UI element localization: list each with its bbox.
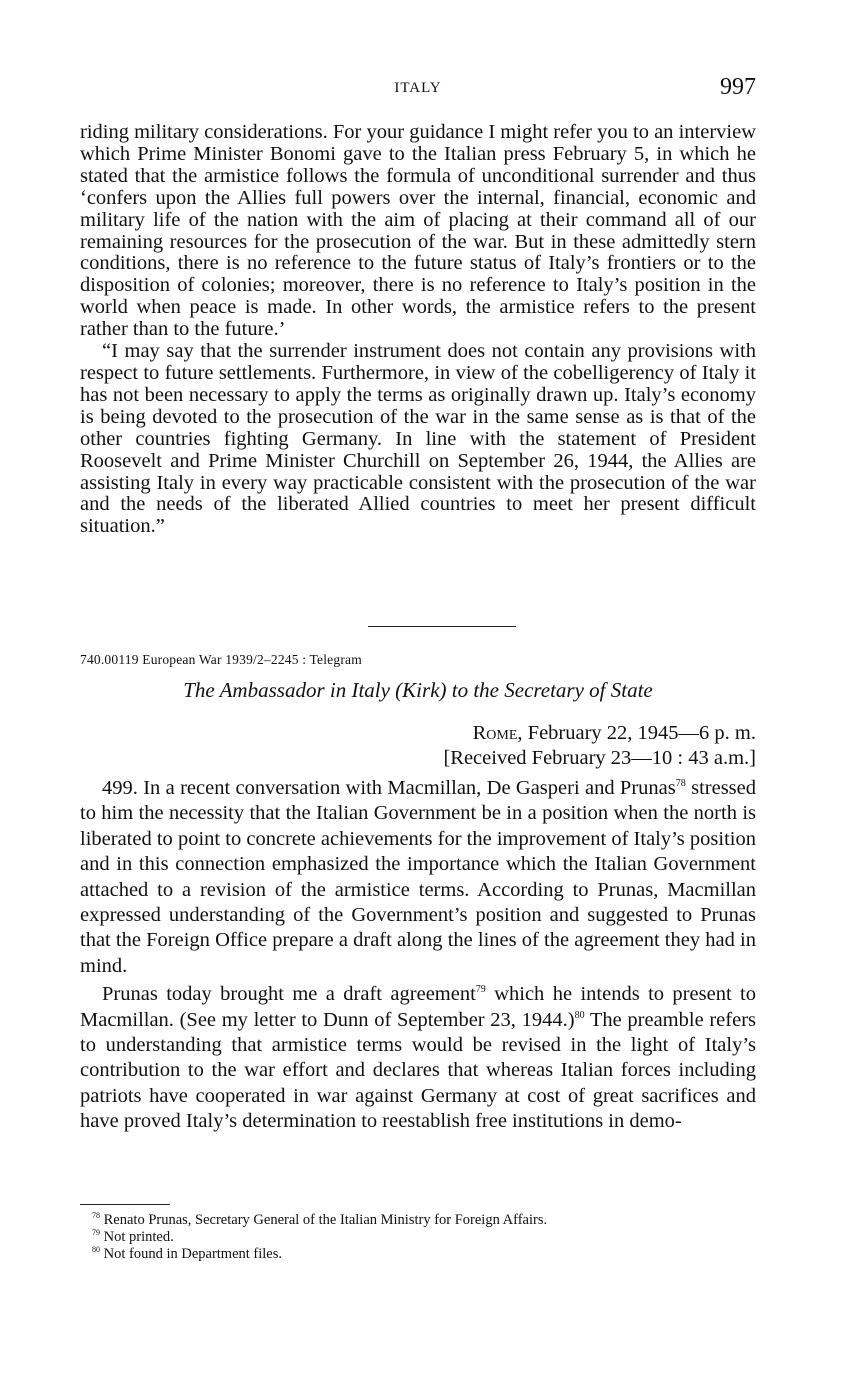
footnote-mark: 78 <box>92 1211 100 1220</box>
telegram-paragraph-2-c: The preamble refers to understanding that armistice terms would be revised in the light of Italy’s contribution to the war effort and declares that whereas Italian forces including patriots have cooperated in war against Germany at cost of great sacrifices and have proved Italy’s determination to reestablish free institutions in demo- <box>80 1008 757 1133</box>
dateline-received: [Received February 23—10 : 43 a.m.] <box>443 747 756 769</box>
telegram-paragraph-1-start: 499. In a recent conversation with Macmillan, De Gasperi and Prunas <box>102 777 676 799</box>
telegram-paragraph-1-rest: stressed to him the necessity that the Italian Government be in a position when the north is liberated to point to concrete achievements for the improvement of Italy’s position and in this connection emphasized the importance which the Italian Government attached to a revision of the armistice terms. According to Prunas, Macmillan expressed understanding of the Government’s position and suggested to Prunas that the Foreign Office prepare a draft along the lines of the agreement they had in mind. <box>80 777 756 977</box>
footnote-80 <box>92 1246 756 1263</box>
telegram-body <box>80 776 756 1138</box>
footnote-text: Not printed. <box>103 1229 174 1245</box>
continued-paragraph-1: riding military considerations. For your guidance I might refer you to an interview which Prime Minister Bonomi gave to the Italian press February 5, in which he stated that the armistice follows the formula of unconditional surrender and thus ‘confers upon the Allies full powers over the internal, financial, economic and military life of the nation with the aim of placing at their command all of our remaining resources for the prosecution of the war. But in these admittedly stern conditions, there is no reference to the future status of Italy’s frontiers or to the disposition of colonies; moreover, there is no reference to Italy’s position in the world when peace is made. In other words, the armistice refers to the present rather than to the future.’ <box>80 121 756 341</box>
footnote-ref-79: 79 <box>475 984 486 996</box>
footnote-text: Not found in Department files. <box>103 1246 283 1262</box>
running-header <box>80 76 756 102</box>
telegram-paragraph-2-b: which he intends to present to Macmillan. (See my letter to Dunn of September 23, 1944.) <box>80 983 756 1031</box>
footnote-mark: 79 <box>92 1228 100 1237</box>
dateline-place: Rome <box>472 722 518 744</box>
footnotes <box>92 1212 756 1263</box>
footnote-divider <box>80 1204 170 1205</box>
footnote-79 <box>92 1229 756 1246</box>
footnote-text: Renato Prunas, Secretary General of the Italian Ministry for Foreign Affairs. <box>103 1212 548 1228</box>
file-reference: 740.00119 European War 1939/2–2245 : Telegram <box>80 652 362 667</box>
document-title: The Ambassador in Italy (Kirk) to the Secretary of State <box>183 678 653 702</box>
dateline-date: , February 22, 1945—6 p. m. <box>517 722 756 744</box>
telegram-paragraph-2-a: Prunas today brought me a draft agreement <box>102 983 476 1006</box>
footnote-78 <box>92 1212 756 1229</box>
footnote-mark: 80 <box>92 1245 100 1254</box>
page-number: 997 <box>720 74 756 100</box>
section-divider <box>368 626 516 627</box>
dateline-sent <box>356 722 756 745</box>
footnote-ref-80: 80 <box>574 1009 585 1021</box>
footnote-ref-78: 78 <box>675 778 686 789</box>
telegram-paragraph-2 <box>80 982 756 1134</box>
continued-paragraph-2: “I may say that the surrender instrument does not contain any provisions with respect to future settlements. Furthermore, in view of the cobelligerency of Italy it has not been necessary to apply the terms as originally drawn up. Italy’s economy is being devoted to the prosecution of the war in the same sense as is that of the other countries fighting Germany. In line with the statement of President Roosevelt and Prime Minister Churchill on September 26, 1944, the Allies are assisting Italy in every way practicable consistent with the prosecution of the war and the needs of the liberated Allied countries to meet her present difficult situation.” <box>80 340 756 538</box>
running-title: ITALY <box>394 80 442 96</box>
telegram-paragraph-1 <box>80 776 756 979</box>
continued-text <box>80 122 756 538</box>
